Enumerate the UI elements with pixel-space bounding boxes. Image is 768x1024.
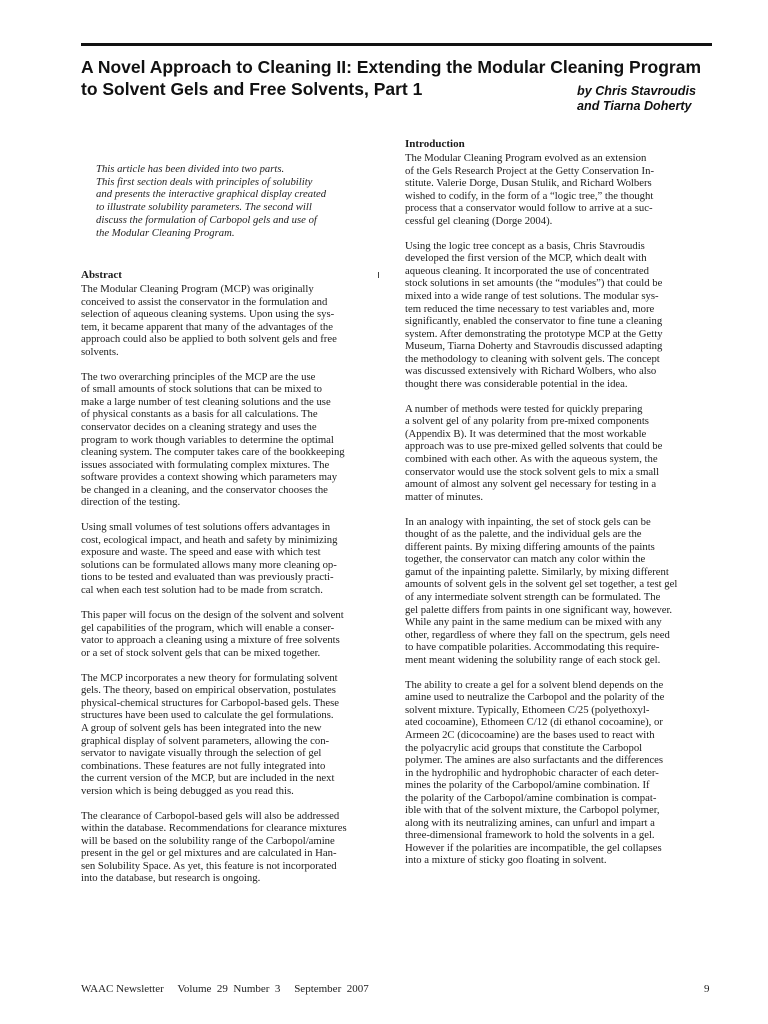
page-number: 9	[704, 983, 710, 995]
text-line: direction of the testing.	[81, 496, 181, 509]
text-line: of any intermediate solvent strength can be formulated. The	[405, 591, 661, 603]
text-line: stock solutions in set amounts (the “modules”) that could be	[405, 277, 663, 290]
text-line: gels. The theory, based on empirical observation, postulates	[81, 684, 336, 697]
text-line: the polyacrylic acid groups that constitute the Carbopol	[405, 741, 643, 754]
text-line: issues associated with formulating complex mixtures. The	[81, 458, 330, 471]
text-line: The Modular Cleaning Program (MCP) was originally	[81, 283, 314, 295]
text-line: will be based on the solubility range of the Carbopol/amine	[81, 834, 335, 847]
text-line: selection of aqueous cleaning systems. Upon using the sys-	[81, 308, 335, 321]
text-line: into the database, but research is ongoing.	[81, 872, 261, 885]
text-line: a solvent gel of any polarity from pre-mixed components	[405, 415, 649, 428]
text-line: was discussed extensively with Richard Wolbers, who also	[405, 365, 657, 378]
text-line: within the database. Recommendations for clearance mixtures	[81, 822, 347, 835]
text-line: exposure and waste. The speed and ease with which test	[81, 546, 321, 559]
text-line: Using small volumes of test solutions offers advantages in	[81, 521, 331, 534]
author-line-2: and Tiarna Doherty	[577, 99, 692, 113]
text-line: amounts of solvent gels in the solvent gel set together, a test gel	[405, 578, 678, 591]
text-line: servator to navigate visually through the selection of gel	[81, 747, 322, 760]
text-line: the current version of the MCP, but are included in the next	[81, 772, 335, 785]
introduction-paragraph	[405, 403, 715, 503]
introduction-column	[405, 138, 715, 879]
abstract-paragraph	[81, 609, 381, 659]
text-line: together, the conservator can match any color within the	[405, 553, 646, 566]
text-line: approach could also be applied to both solvent gels and free	[81, 333, 337, 346]
footer-newsletter: WAAC Newsletter	[81, 983, 164, 995]
text-line: thought there was considerable potential in the idea.	[405, 377, 628, 390]
text-line: wished to codify, in the form of a “logic tree,” the thought	[405, 189, 654, 202]
intro-note-line: This article has been divided into two parts.	[96, 163, 285, 175]
text-line: amount of almost any solvent gel necessary for testing in a	[405, 478, 657, 491]
text-line: This paper will focus on the design of the solvent and solvent	[81, 609, 344, 622]
text-line: graphical display of solvent parameters, allowing the con-	[81, 734, 330, 747]
introduction-heading: Introduction	[405, 138, 465, 150]
text-line: cal when each test solution had to be made from scratch.	[81, 584, 323, 597]
text-line: The MCP incorporates a new theory for formulating solvent	[81, 671, 338, 684]
abstract-paragraph	[81, 521, 381, 596]
text-line: make a large number of test cleaning solutions and the use	[81, 395, 331, 408]
text-line: Museum, Tiarna Doherty and Stavroudis discussed adapting	[405, 340, 663, 353]
abstract-paragraph	[81, 283, 381, 358]
introduction-paragraph	[405, 679, 715, 867]
text-line: developed the first version of the MCP, which dealt with	[405, 252, 647, 265]
text-line: conservator decides on a cleaning strategy and uses the	[81, 420, 317, 433]
text-line: The Modular Cleaning Program evolved as an extension	[405, 152, 647, 164]
text-line: mixed into a wide range of test solutions. The modular sys-	[405, 289, 659, 302]
footer-date: September 2007	[294, 983, 369, 995]
text-line: three-dimensional framework to hold the solvents in a gel.	[405, 829, 655, 842]
text-line: Using the logic tree concept as a basis, Chris Stavroudis	[405, 239, 645, 252]
text-line: gel capabilities of the program, which will enable a conser-	[81, 621, 335, 634]
footer-volume: Volume 29 Number 3	[177, 983, 281, 995]
text-line: In an analogy with inpainting, the set of stock gels can be	[405, 515, 651, 528]
text-line: solvent mixture. Typically, Ethomeen C/25 (polyethoxyl-	[405, 703, 650, 716]
text-line: process that a conservator would follow to arrive at a suc-	[405, 202, 653, 215]
intro-note	[96, 163, 376, 239]
text-line: A group of solvent gels has been integrated into the new	[81, 721, 322, 734]
text-line: of small amounts of stock solutions that can be mixed to	[81, 383, 323, 396]
text-line: The ability to create a gel for a solvent blend depends on the	[405, 678, 664, 691]
text-line: polymer. The amines are also surfactants and the differences	[405, 754, 664, 767]
text-line: gamut of the inpainting palette. Similarly, by mixing different	[405, 565, 669, 578]
text-line: cessful gel cleaning (Dorge 2004).	[405, 214, 553, 227]
text-line: A number of methods were tested for quickly preparing	[405, 402, 643, 415]
text-line: conservator would use the stock solvent gels to mix a small	[405, 465, 660, 478]
abstract-column	[81, 269, 381, 898]
byline	[577, 84, 717, 114]
text-line: be changed in a cleaning, and the conservator chooses the	[81, 483, 328, 496]
text-line: tions to be tested and evaluated than was previously practi-	[81, 571, 334, 584]
text-line: version which is being debugged as you read this.	[81, 784, 294, 797]
introduction-paragraph	[405, 240, 715, 391]
text-line: of the Gels Research Project at the Getty Conservation In-	[405, 164, 655, 177]
text-line: solutions can be formulated allows many more cleaning op-	[81, 558, 337, 571]
text-line: physical-chemical structures for Carbopol-based gels. These	[81, 696, 339, 709]
text-line: tem, it became apparent that many of the advantages of the	[81, 320, 333, 333]
article-title: A Novel Approach to Cleaning II: Extending the Modular Cleaning Program to Solvent Gels and Free Solvents, Part 1	[81, 57, 702, 99]
text-line: mines the polarity of the Carbopol/amine combination. If	[405, 779, 650, 792]
header-rule	[81, 43, 712, 46]
abstract-paragraph	[81, 810, 381, 885]
text-line: along with its neutralizing amines, can unfurl and impart a	[405, 816, 655, 829]
text-line: The clearance of Carbopol-based gels will also be addressed	[81, 809, 340, 822]
introduction-paragraph	[405, 516, 715, 667]
text-line: of physical constants as a basis for all calculations. The	[81, 408, 318, 421]
intro-note-line: and presents the interactive graphical display created	[96, 188, 327, 201]
text-line: approach was to use pre-mixed gelled solvents that could be	[405, 440, 663, 453]
abstract-paragraph	[81, 371, 381, 509]
text-line: present in the gel or gel mixtures and are calculated in Han-	[81, 847, 337, 860]
text-line: ment meant widening the solubility range of each stock gel.	[405, 653, 661, 666]
text-line: The two overarching principles of the MCP are the use	[81, 370, 316, 383]
text-line: While any paint in the same medium can be mixed with any	[405, 616, 662, 629]
text-line: stitute. Valerie Dorge, Dusan Stulik, and Richard Wolbers	[405, 177, 652, 190]
text-line: gel palette differs from paints in one significant way, however.	[405, 603, 673, 616]
text-line: system. After demonstrating the prototype MCP at the Getty	[405, 327, 663, 340]
text-line: different paints. By mixing differing amounts of the paints	[405, 540, 655, 553]
text-line: into a mixture of sticky goo floating in solvent.	[405, 854, 607, 867]
text-line: thought of as the palette, and the individual gels are the	[405, 528, 642, 541]
author-line-1: by Chris Stavroudis	[577, 84, 696, 98]
text-line: solvents.	[81, 345, 119, 358]
text-line: ated cocoamine), Ethomeen C/12 (di ethanol cocoamine), or	[405, 716, 663, 729]
text-line: cost, ecological impact, and heath and safety by minimizing	[81, 533, 338, 546]
text-line: the polarity of the Carbopol/amine combination is compat-	[405, 791, 657, 804]
text-line: However if the polarities are incompatible, the gel collapses	[405, 841, 662, 854]
text-line: (Appendix B). It was determined that the most workable	[405, 427, 647, 440]
intro-note-line: discuss the formulation of Carbopol gels and use of	[96, 213, 317, 226]
footer	[81, 983, 369, 995]
abstract-paragraph	[81, 672, 381, 797]
text-line: significantly, enabled the conservator to fine tune a cleaning	[405, 315, 663, 328]
intro-note-line: the Modular Cleaning Program.	[96, 226, 235, 239]
text-line: software provides a context showing which parameters may	[81, 471, 338, 484]
text-line: program to work though variables to determine the optimal	[81, 433, 334, 446]
text-line: the methodology to cleaning with solvent gels. The concept	[405, 352, 660, 365]
text-line: combined with each other. As with the aqueous system, the	[405, 453, 658, 466]
text-line: conceived to assist the conservator in the formulation and	[81, 295, 328, 308]
text-line: tem reduced the time necessary to test variables and, more	[405, 302, 655, 315]
intro-note-line: This first section deals with principles of solubility	[96, 175, 313, 188]
text-line: to have compatible polarities. Accommodating this require-	[405, 641, 660, 654]
text-line: structures have been used to calculate the gel formulations.	[81, 709, 334, 722]
text-line: other, regardless of where they fall on the spectrum, gels need	[405, 628, 670, 641]
intro-note-line: to illustrate solubility parameters. The second will	[96, 201, 312, 214]
text-line: aqueous cleaning. It incorporated the use of concentrated	[405, 264, 649, 277]
text-line: ible with that of the solvent mixture, the Carbopol polymer,	[405, 804, 660, 817]
text-line: in the hydrophilic and hydrophobic character of each deter-	[405, 766, 659, 779]
introduction-paragraph	[405, 152, 715, 227]
text-line: matter of minutes.	[405, 490, 484, 503]
abstract-heading: Abstract	[81, 269, 122, 281]
text-line: sen Solubility Space. As yet, this feature is not incorporated	[81, 859, 337, 872]
text-line: combinations. These features are not fully integrated into	[81, 759, 326, 772]
text-line: amine used to neutralize the Carbopol and the polarity of the	[405, 691, 665, 704]
text-line: Armeen 2C (dicocoamine) are the bases used to react with	[405, 728, 655, 741]
text-line: cleaning system. The computer takes care of the bookkeeping	[81, 446, 345, 459]
text-line: vator to approach a cleaning using a mixture of free solvents	[81, 634, 340, 647]
text-line: or a set of stock solvent gels that can be mixed together.	[81, 646, 321, 659]
